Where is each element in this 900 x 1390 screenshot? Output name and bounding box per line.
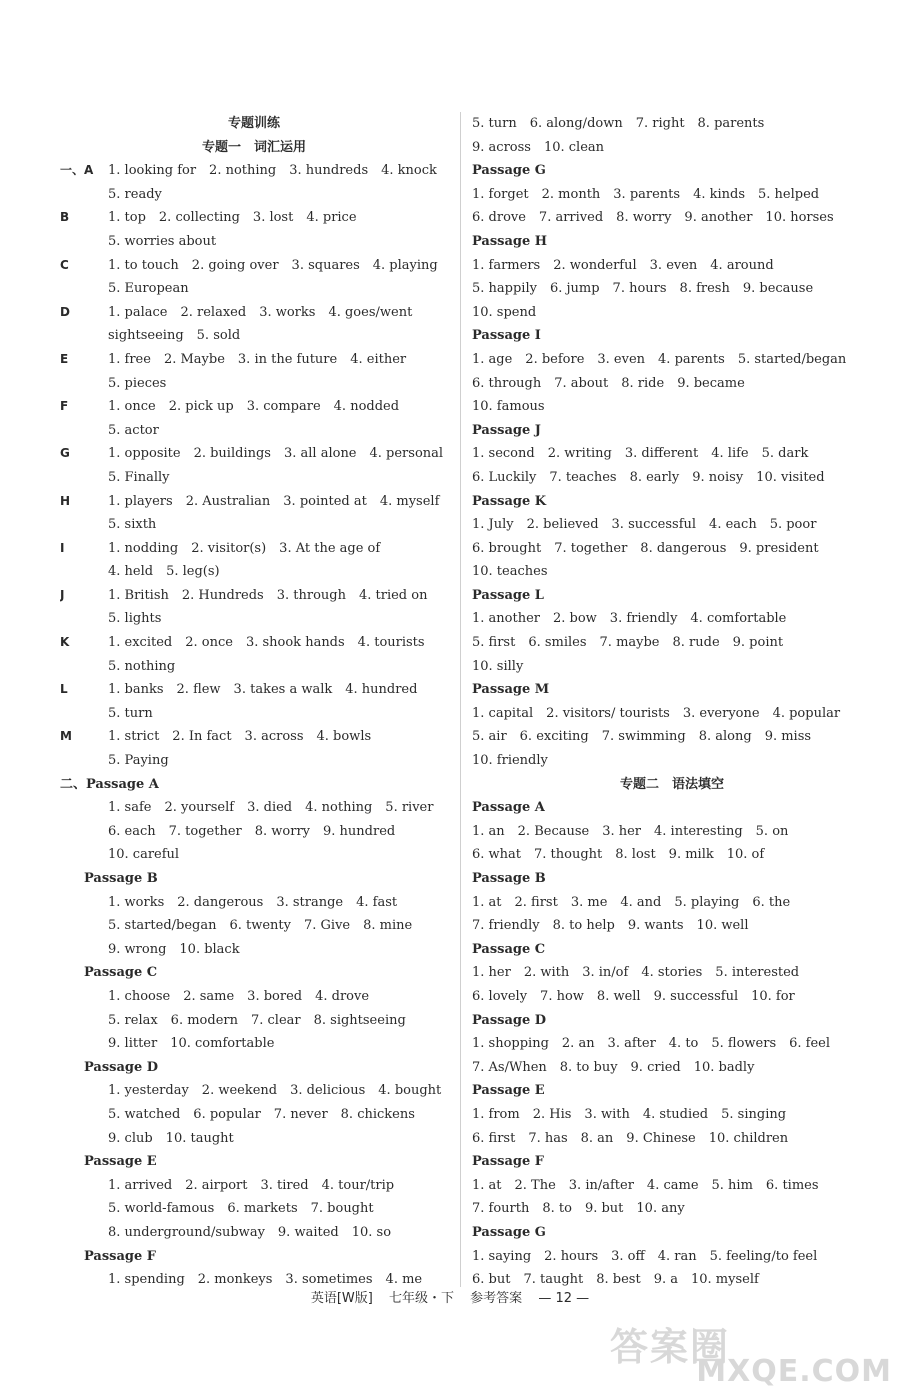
answer-text: 1. forget 2. month 3. parents 4. kinds 5. helped <box>472 186 820 202</box>
answer-line <box>472 183 872 207</box>
passage-heading: Passage B <box>84 871 158 886</box>
answer-text: 10. careful <box>108 847 180 863</box>
answer-line <box>472 348 872 372</box>
answer-text: 1. an 2. Because 3. her 4. interesting 5. on <box>472 823 789 839</box>
answer-text: 9. across 10. clean <box>472 139 605 155</box>
answer-text: 5. Paying <box>108 753 169 769</box>
answer-line <box>472 820 872 844</box>
item-label: M <box>60 729 72 744</box>
answer-text: 5. air 6. exciting 7. swimming 8. along 9. miss <box>472 729 812 745</box>
answer-text: 6. first 7. has 8. an 9. Chinese 10. children <box>472 1130 789 1146</box>
answer-line <box>472 631 872 655</box>
answer-text: 5. Finally <box>108 469 170 485</box>
answer-text: 1. arrived 2. airport 3. tired 4. tour/trip <box>108 1177 395 1193</box>
answer-line <box>60 725 448 749</box>
answer-line <box>472 749 872 773</box>
answer-line <box>60 419 448 443</box>
answer-line <box>60 513 448 537</box>
answer-text: 5. pieces <box>108 375 167 391</box>
passage-heading: Passage G <box>472 1224 546 1240</box>
item-label: I <box>60 540 65 555</box>
column-divider <box>460 112 461 1287</box>
answer-line <box>60 607 448 631</box>
item-label: G <box>60 446 70 461</box>
answer-line <box>472 1245 872 1269</box>
passage-heading: Passage F <box>84 1248 157 1264</box>
answer-line <box>472 1056 872 1080</box>
answer-line <box>60 1032 448 1056</box>
passage-heading: Passage D <box>84 1059 159 1075</box>
answer-text: 1. from 2. His 3. with 4. studied 5. singing <box>472 1106 787 1122</box>
answer-line <box>60 372 448 396</box>
answer-text: 1. players 2. Australian 3. pointed at 4. myself <box>108 493 440 509</box>
answer-line <box>472 442 872 466</box>
answer-text: 1. at 2. first 3. me 4. and 5. playing 6. the <box>472 894 791 910</box>
passage-heading: Passage C <box>472 941 546 957</box>
answer-line <box>472 1127 872 1151</box>
answer-text: 6. Luckily 7. teaches 8. early 9. noisy 10. visited <box>472 469 825 485</box>
answer-text: 1. saying 2. hours 3. off 4. ran 5. feeling/to feel <box>472 1248 818 1264</box>
answer-line <box>472 466 872 490</box>
answer-line <box>472 1174 872 1198</box>
answer-line <box>60 442 448 466</box>
answer-line <box>60 348 448 372</box>
answer-line <box>60 891 448 915</box>
answer-text: 1. at 2. The 3. in/after 4. came 5. him 6. times <box>472 1177 819 1193</box>
answer-text: 1. opposite 2. buildings 3. all alone 4. personal <box>108 446 444 462</box>
answer-line <box>472 537 872 561</box>
answer-text: 7. As/When 8. to buy 9. cried 10. badly <box>472 1059 755 1075</box>
passage-heading: Passage H <box>472 233 548 249</box>
answer-text: 5. turn 6. along/down 7. right 8. parents <box>472 116 765 131</box>
answer-line <box>60 1197 448 1221</box>
answer-line <box>60 395 448 419</box>
answer-text: 1. excited 2. once 3. shook hands 4. tourists <box>108 635 425 651</box>
answer-text: 10. famous <box>472 399 545 415</box>
answer-line <box>60 749 448 773</box>
answer-text: 6. drove 7. arrived 8. worry 9. another 10. horses <box>472 210 834 226</box>
page-title: 专题训练 <box>227 116 280 131</box>
answer-text: sightseeing 5. sold <box>108 328 241 344</box>
answer-text: 5. first 6. smiles 7. maybe 8. rude 9. point <box>472 635 784 651</box>
answer-line <box>472 702 872 726</box>
answer-line <box>472 301 872 325</box>
answer-line <box>60 277 448 301</box>
answer-text: 5. happily 6. jump 7. hours 8. fresh 9. because <box>472 281 814 297</box>
passage-heading: Passage F <box>472 1154 545 1170</box>
item-label: B <box>60 210 70 225</box>
answer-line <box>60 938 448 962</box>
answer-line <box>472 1197 872 1221</box>
answer-line <box>472 277 872 301</box>
answer-text: 10. friendly <box>472 753 548 769</box>
answer-text: 1. to touch 2. going over 3. squares 4. playing <box>108 257 438 273</box>
answer-line <box>472 843 872 867</box>
item-label: K <box>60 635 70 650</box>
answer-text: 1. age 2. before 3. even 4. parents 5. started/began <box>472 351 847 367</box>
footer-subject: 英语[W版] <box>310 1291 373 1306</box>
answer-text: 1. works 2. dangerous 3. strange 4. fast <box>108 894 398 910</box>
answer-line <box>472 395 872 419</box>
answer-text: 1. looking for 2. nothing 3. hundreds 4. knock <box>108 163 437 179</box>
passage-heading: Passage A <box>472 800 545 816</box>
answer-text: 1. her 2. with 3. in/of 4. stories 5. interested <box>472 965 800 981</box>
passage-heading: Passage G <box>472 163 546 179</box>
answer-text: 5. actor <box>108 422 159 438</box>
answer-text: 1. free 2. Maybe 3. in the future 4. either <box>108 351 407 367</box>
answer-line <box>472 1032 872 1056</box>
answer-line <box>60 254 448 278</box>
item-label: E <box>60 351 69 366</box>
answer-text: 1. July 2. believed 3. successful 4. each 5. poor <box>472 517 817 533</box>
answer-text: 1. palace 2. relaxed 3. works 4. goes/went <box>108 304 413 320</box>
topic-heading: 专题一 词汇运用 <box>201 139 306 155</box>
answer-line <box>60 466 448 490</box>
footer-grade: 七年级・下 <box>389 1291 455 1306</box>
answer-text: 5. turn <box>108 705 153 721</box>
answer-line <box>60 702 448 726</box>
answer-line <box>472 254 872 278</box>
answer-line <box>60 1127 448 1151</box>
answer-line <box>60 490 448 514</box>
answer-text: 10. silly <box>472 658 524 674</box>
answer-text: 10. spend <box>472 304 537 320</box>
footer-page-number: — 12 — <box>538 1291 590 1306</box>
answer-line <box>472 112 872 136</box>
passage-heading: Passage K <box>472 493 547 509</box>
answer-line <box>60 1009 448 1033</box>
answer-line <box>60 985 448 1009</box>
answer-line <box>60 1079 448 1103</box>
answer-line <box>60 678 448 702</box>
passage-heading: Passage M <box>472 682 550 698</box>
answer-line <box>472 206 872 230</box>
answer-line <box>472 961 872 985</box>
answer-text: 1. capital 2. visitors/ tourists 3. everyone 4. popular <box>472 705 841 721</box>
answer-line <box>60 584 448 608</box>
page-footer <box>0 1287 900 1306</box>
answer-line <box>60 820 448 844</box>
answer-text: 5. lights <box>108 611 162 627</box>
answer-text: 1. strict 2. In fact 3. across 4. bowls <box>108 729 372 745</box>
answer-text: 1. banks 2. flew 3. takes a walk 4. hundred <box>108 682 418 698</box>
answer-text: 1. choose 2. same 3. bored 4. drove <box>108 988 370 1004</box>
answer-line <box>60 159 448 183</box>
answer-text: 1. nodding 2. visitor(s) 3. At the age of <box>108 540 381 556</box>
answer-text: 5. started/began 6. twenty 7. Give 8. mine <box>108 918 413 934</box>
answer-text: 6. through 7. about 8. ride 9. became <box>472 375 745 391</box>
answer-line <box>60 1221 448 1245</box>
answer-text: 6. but 7. taught 8. best 9. a 10. myself <box>472 1272 759 1288</box>
answer-line <box>472 513 872 537</box>
watermark-logo-text: 答案圈 <box>610 1325 731 1369</box>
answer-text: 5. relax 6. modern 7. clear 8. sightseeing <box>108 1012 406 1028</box>
answer-line <box>472 655 872 679</box>
left-column <box>60 112 448 1292</box>
answer-text: 1. farmers 2. wonderful 3. even 4. around <box>472 257 774 273</box>
answer-line <box>472 560 872 584</box>
passage-heading: Passage C <box>84 965 158 981</box>
answer-line <box>60 537 448 561</box>
answer-text: 6. lovely 7. how 8. well 9. successful 10. for <box>472 988 795 1004</box>
answer-line <box>60 631 448 655</box>
answer-text: 1. second 2. writing 3. different 4. life 5. dark <box>472 446 809 462</box>
answer-line <box>60 796 448 820</box>
item-label: J <box>60 587 65 602</box>
answer-line <box>472 725 872 749</box>
right-column <box>472 112 872 1292</box>
answer-text: 7. friendly 8. to help 9. wants 10. well <box>472 918 749 934</box>
item-label: C <box>60 257 69 272</box>
answer-text: 1. once 2. pick up 3. compare 4. nodded <box>108 399 400 415</box>
answer-text: 7. fourth 8. to 9. but 10. any <box>472 1201 685 1217</box>
answer-text: 9. club 10. taught <box>108 1130 234 1146</box>
answer-line <box>472 372 872 396</box>
watermark-url: MXQE.COM <box>696 1354 892 1389</box>
passage-heading: Passage J <box>472 422 541 438</box>
answer-line <box>60 230 448 254</box>
answer-text: 9. wrong 10. black <box>108 941 240 957</box>
answer-text: 1. spending 2. monkeys 3. sometimes 4. me <box>108 1272 423 1288</box>
answer-line <box>60 914 448 938</box>
passage-heading: Passage E <box>84 1154 157 1170</box>
footer-section: 参考答案 <box>470 1291 523 1306</box>
answer-line <box>60 655 448 679</box>
answer-text: 1. British 2. Hundreds 3. through 4. tried on <box>108 587 428 603</box>
answer-text: 5. European <box>108 281 189 297</box>
answer-text: 1. safe 2. yourself 3. died 4. nothing 5. river <box>108 800 434 816</box>
item-label: F <box>60 399 69 414</box>
answer-text: 5. sixth <box>108 517 157 533</box>
answer-line <box>60 301 448 325</box>
item-label: 一、A <box>60 163 94 178</box>
answer-text: 6. what 7. thought 8. lost 9. milk 10. of <box>472 847 765 863</box>
topic-heading: 专题二 语法填空 <box>619 776 724 792</box>
answer-text: 4. held 5. leg(s) <box>108 564 220 580</box>
passage-heading: Passage L <box>472 587 544 603</box>
answer-text: 5. ready <box>108 186 162 202</box>
answer-line <box>60 1103 448 1127</box>
answer-line <box>472 985 872 1009</box>
answer-text: 1. top 2. collecting 3. lost 4. price <box>108 210 357 226</box>
answer-text: 5. worries about <box>108 233 217 249</box>
answer-line <box>60 324 448 348</box>
answer-line <box>60 183 448 207</box>
answer-line <box>60 843 448 867</box>
answer-text: 5. nothing <box>108 658 176 674</box>
answer-line <box>472 891 872 915</box>
answer-line <box>472 607 872 631</box>
answer-text: 10. teaches <box>472 564 548 580</box>
answer-text: 9. litter 10. comfortable <box>108 1036 275 1052</box>
passage-heading: Passage I <box>472 328 541 344</box>
answer-text: 1. another 2. bow 3. friendly 4. comfortable <box>472 611 787 627</box>
answer-line <box>472 136 872 160</box>
answer-line <box>472 914 872 938</box>
answer-line <box>60 560 448 584</box>
answer-text: 5. world-famous 6. markets 7. bought <box>108 1201 374 1217</box>
passage-heading: 二、Passage A <box>60 776 159 792</box>
passage-heading: Passage D <box>472 1012 547 1028</box>
site-watermark <box>600 1318 900 1390</box>
answer-text: 1. yesterday 2. weekend 3. delicious 4. bought <box>108 1083 442 1099</box>
answer-line <box>60 206 448 230</box>
answer-line <box>60 1174 448 1198</box>
passage-heading: Passage B <box>472 871 546 886</box>
item-label: H <box>60 493 71 508</box>
answer-line <box>472 1103 872 1127</box>
answer-text: 1. shopping 2. an 3. after 4. to 5. flowers 6. feel <box>472 1036 831 1052</box>
answer-text: 5. watched 6. popular 7. never 8. chickens <box>108 1106 415 1122</box>
answer-text: 6. brought 7. together 8. dangerous 9. president <box>472 540 819 556</box>
item-label: L <box>60 682 68 697</box>
passage-heading: Passage E <box>472 1083 545 1099</box>
answer-text: 8. underground/subway 9. waited 10. so <box>108 1224 392 1240</box>
item-label: D <box>60 304 70 319</box>
answer-text: 6. each 7. together 8. worry 9. hundred <box>108 823 396 839</box>
